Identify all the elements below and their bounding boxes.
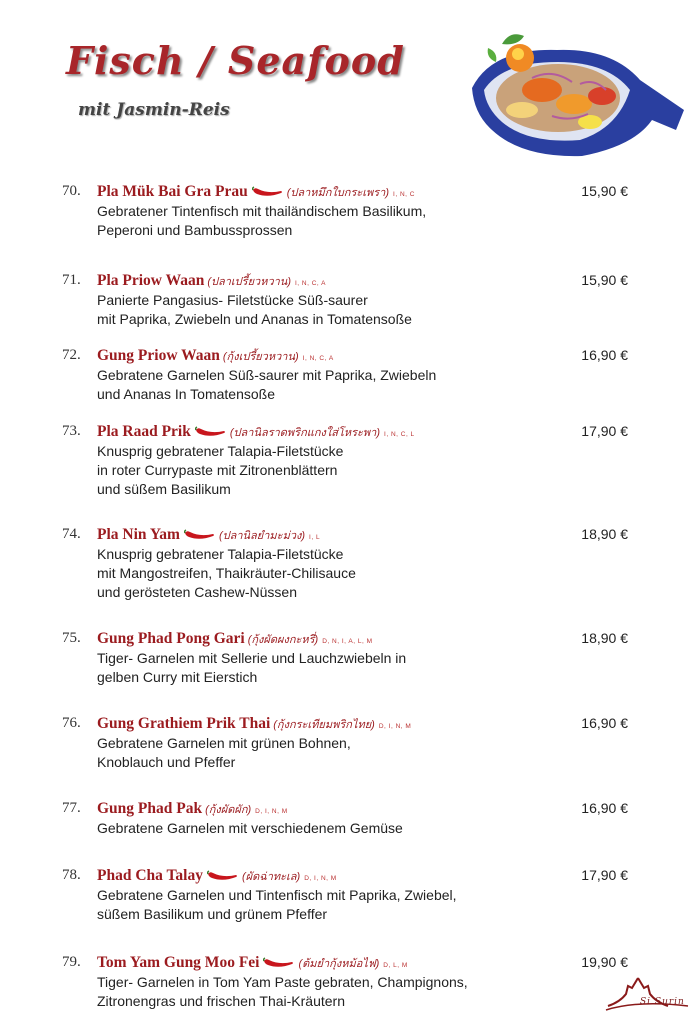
- description-line: Gebratener Tintenfisch mit thailändischem Basilikum,: [97, 203, 427, 219]
- item-header: [97, 867, 337, 885]
- description-line: Gebratene Garnelen mit verschiedenem Gemüse: [97, 820, 403, 836]
- item-description: [97, 291, 567, 329]
- item-price: 16,90 €: [581, 800, 628, 816]
- item-number: 75.: [62, 630, 81, 646]
- item-price: 16,90 €: [581, 715, 628, 731]
- item-description: [97, 973, 567, 1011]
- item-number: 76.: [62, 715, 81, 731]
- item-price: 19,90 €: [581, 954, 628, 970]
- item-header: [97, 715, 411, 733]
- description-line: Knoblauch und Pfeffer: [97, 754, 236, 770]
- item-header: [97, 183, 415, 201]
- description-line: Knusprig gebratener Talapia-Filetstücke: [97, 443, 344, 459]
- allergen-codes: I, N, C, A: [294, 280, 326, 287]
- item-header: [97, 272, 326, 290]
- allergen-codes: D, L, M: [383, 962, 408, 969]
- chili-icon: [184, 529, 216, 541]
- chili-icon: [263, 957, 295, 969]
- item-name: Pla Priow Waan: [97, 272, 205, 289]
- description-line: Gebratene Garnelen mit grünen Bohnen,: [97, 735, 351, 751]
- description-line: und Ananas In Tomatensoße: [97, 386, 275, 402]
- item-number: 79.: [62, 954, 81, 970]
- item-thai-name: (กุ้งผัดผัก): [205, 804, 252, 816]
- description-line: süßem Basilikum und grünem Pfeffer: [97, 906, 328, 922]
- item-number: 70.: [62, 183, 81, 199]
- item-price: 16,90 €: [581, 347, 628, 363]
- item-thai-name: (กุ้งผัดผงกะหรี่): [247, 634, 319, 646]
- item-header: [97, 526, 320, 544]
- item-description: [97, 649, 567, 687]
- item-header: [97, 800, 288, 818]
- item-thai-name: (กุ้งกระเทียมพริกไทย): [273, 719, 375, 731]
- item-thai-name: (ปลาเปรี้ยวหวาน): [207, 276, 291, 288]
- item-thai-name: (ปลานิลราดพริกแกงใส่โหระพา): [229, 427, 381, 439]
- item-name: Gung Phad Pong Gari: [97, 630, 245, 647]
- chili-icon: [195, 426, 227, 438]
- chili-icon: [252, 186, 284, 198]
- chili-icon: [207, 870, 239, 882]
- description-line: Zitronengras und frischen Thai-Kräutern: [97, 993, 345, 1009]
- item-price: 17,90 €: [581, 423, 628, 439]
- item-number: 78.: [62, 867, 81, 883]
- description-line: Gebratene Garnelen und Tintenfisch mit Paprika, Zwiebel,: [97, 887, 457, 903]
- item-header: [97, 423, 415, 441]
- allergen-codes: I, N, C, A: [302, 355, 334, 362]
- item-price: 18,90 €: [581, 526, 628, 542]
- description-line: Tiger- Garnelen mit Sellerie und Lauchzwiebeln in: [97, 650, 407, 666]
- item-header: [97, 630, 372, 648]
- item-description: [97, 819, 567, 838]
- description-line: Knusprig gebratener Talapia-Filetstücke: [97, 546, 344, 562]
- item-description: [97, 442, 567, 499]
- item-name: Pla Mük Bai Gra Prau: [97, 183, 248, 200]
- item-header: [97, 347, 334, 365]
- allergen-codes: D, N, I, A, L, M: [322, 638, 373, 645]
- item-number: 74.: [62, 526, 81, 542]
- item-thai-name: (ผัดฉ่าทะเล): [241, 871, 301, 883]
- description-line: und süßem Basilikum: [97, 481, 231, 497]
- page-subtitle: mit Jasmin-Reis: [78, 100, 230, 120]
- description-line: mit Mangostreifen, Thaikräuter-Chilisauce: [97, 565, 356, 581]
- item-header: [97, 954, 408, 972]
- description-line: und gerösteten Cashew-Nüssen: [97, 584, 298, 600]
- item-thai-name: (ปลาหมึกใบกระเพรา): [286, 187, 390, 199]
- description-line: Peperoni und Bambussprossen: [97, 222, 293, 238]
- allergen-codes: D, I, N, M: [255, 808, 288, 815]
- item-thai-name: (ต้มยำกุ้งหม้อไฟ): [298, 958, 380, 970]
- description-line: in roter Currypaste mit Zitronenblättern: [97, 462, 338, 478]
- item-name: Phad Cha Talay: [97, 867, 203, 884]
- item-thai-name: (ปลานิลยำมะม่วง): [218, 530, 306, 542]
- item-description: [97, 545, 567, 602]
- item-number: 77.: [62, 800, 81, 816]
- item-price: 17,90 €: [581, 867, 628, 883]
- item-number: 71.: [62, 272, 81, 288]
- item-description: [97, 366, 567, 404]
- description-line: Tiger- Garnelen in Tom Yam Paste gebraten, Champignons,: [97, 974, 468, 990]
- item-name: Gung Phad Pak: [97, 800, 203, 817]
- item-description: [97, 202, 567, 240]
- allergen-codes: D, I, N, M: [378, 723, 412, 730]
- item-number: 72.: [62, 347, 81, 363]
- item-description: [97, 886, 567, 924]
- page-title: Fisch / Seafood: [66, 38, 405, 83]
- allergen-codes: I, N, C: [393, 191, 415, 198]
- description-line: Gebratene Garnelen Süß-saurer mit Paprika, Zwiebeln: [97, 367, 437, 383]
- item-name: Pla Raad Prik: [97, 423, 191, 440]
- item-price: 15,90 €: [581, 183, 628, 199]
- item-description: [97, 734, 567, 772]
- logo-text: Si Surin: [640, 997, 685, 1007]
- item-name: Gung Priow Waan: [97, 347, 220, 364]
- item-name: Gung Grathiem Prik Thai: [97, 715, 271, 732]
- allergen-codes: D, I, N, M: [304, 875, 337, 882]
- item-name: Pla Nin Yam: [97, 526, 180, 543]
- allergen-codes: I, N, C, L: [384, 431, 415, 438]
- description-line: gelben Curry mit Eierstich: [97, 669, 258, 685]
- description-line: Panierte Pangasius- Filetstücke Süß-saurer: [97, 292, 368, 308]
- description-line: mit Paprika, Zwiebeln und Ananas in Tomatensoße: [97, 311, 412, 327]
- item-price: 18,90 €: [581, 630, 628, 646]
- seafood-dish-image: [462, 18, 694, 168]
- allergen-codes: I, L: [309, 534, 321, 541]
- item-price: 15,90 €: [581, 272, 628, 288]
- item-thai-name: (กุ้งเปรี้ยวหวาน): [222, 351, 299, 363]
- item-name: Tom Yam Gung Moo Fei: [97, 954, 260, 971]
- item-number: 73.: [62, 423, 81, 439]
